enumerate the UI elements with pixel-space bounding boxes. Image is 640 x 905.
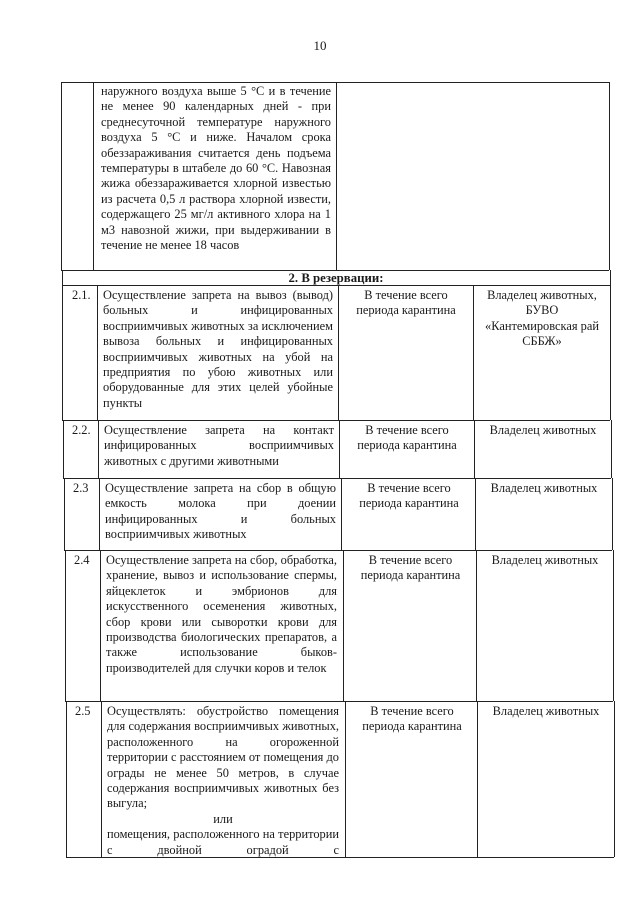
section-heading: 2. В резервации: — [288, 271, 384, 285]
table-right-border — [610, 270, 611, 285]
column-divider — [336, 82, 337, 270]
row-responsible: Владелец животных — [490, 481, 598, 495]
column-divider — [475, 478, 476, 550]
column-divider — [339, 420, 340, 478]
column-divider — [338, 285, 339, 420]
table-left-border — [66, 701, 67, 857]
row-measure-text: Осуществлять: обустройство помещения для содержания восприимчивых животных, расположенного на огороженной территории с расстоянием от помещения до ограды не менее 50 метров, в случае содержания восприимчивых животных без выгула; — [107, 704, 339, 811]
row-measure-continuation: помещения, расположенного на территории с двойной оградой с — [107, 827, 339, 857]
row-period: В течение всего периода карантина — [362, 704, 462, 734]
table-right-border — [614, 701, 615, 857]
continuation-measure-text: наружного воздуха выше 5 °С и в течение не менее 90 календарных дней - при среднесуточной температуре наружного воздуха 5 °С и ниже. Началом срока обеззараживания считается день подъема температуры в штабеле до 60 °С. Навозная жижа обеззараживается хлорной известью из расчета 0,5 л раствора хлорной извести, содержащего 25 мг/л активного хлора на 1 м3 навозной жижи, при выдерживании в течение не менее 18 часов — [101, 84, 331, 253]
table-right-border — [609, 82, 610, 270]
row-period: В течение всего периода карантина — [356, 288, 456, 318]
table-right-border — [613, 550, 614, 701]
column-divider — [473, 285, 474, 420]
table-right-border — [610, 285, 611, 420]
column-divider — [474, 420, 475, 478]
row-responsible: Владелец животных, БУВО «Кантемировская рай СББЖ» — [485, 288, 599, 349]
table-left-border — [61, 82, 62, 270]
table-left-border — [65, 550, 66, 701]
column-divider — [345, 701, 346, 857]
row-responsible: Владелец животных — [491, 553, 599, 567]
row-number: 2.3 — [73, 481, 89, 495]
row-responsible: Владелец животных — [492, 704, 600, 718]
row-measure-or: или — [213, 811, 233, 826]
column-divider — [97, 285, 98, 420]
table-right-border — [612, 478, 613, 550]
table-left-border — [64, 478, 65, 550]
row-measure: Осуществление запрета на сбор в общую емкость молока при доении инфицированных и больных восприимчивых животных — [105, 481, 336, 542]
column-divider — [101, 701, 102, 857]
table-left-border — [62, 285, 63, 420]
row-divider — [62, 420, 610, 421]
row-measure: Осуществление запрета на вывоз (вывод) больных и инфицированных восприимчивых животных за исключением вывоза больных и инфицированных восприимчивых животных на убой на предприятия по убою животных или оборудованные для этих целей убойные пункты — [103, 288, 333, 410]
column-divider — [476, 550, 477, 701]
row-period: В течение всего периода карантина — [357, 423, 457, 453]
column-divider — [477, 701, 478, 857]
table-left-border — [63, 420, 64, 478]
row-divider — [63, 478, 611, 479]
row-responsible: Владелец животных — [489, 423, 597, 437]
column-divider — [100, 550, 101, 701]
table-right-border — [611, 420, 612, 478]
column-divider — [99, 478, 100, 550]
row-number: 2.2. — [72, 423, 91, 437]
table-top-border — [61, 82, 609, 83]
row-period: В течение всего периода карантина — [359, 481, 459, 511]
row-number: 2.4 — [74, 553, 90, 567]
row-measure — [107, 704, 339, 858]
row-period: В течение всего периода карантина — [360, 553, 461, 583]
column-divider — [343, 550, 344, 701]
row-measure: Осуществление запрета на контакт инфицированных восприимчивых животных с другими животными — [104, 423, 334, 468]
row-measure: Осуществление запрета на сбор, обработка, хранение, вывоз и использование спермы, яйцеклеток и эмбрионов для искусственного осеменения животных, сбор крови или сыворотки крови для производства биологических препаратов, а также использование быков-производителей для случки коров и телок — [106, 553, 337, 675]
column-divider — [93, 82, 94, 270]
column-divider — [341, 478, 342, 550]
row-number: 2.1. — [72, 288, 91, 302]
page-number: 10 — [313, 38, 327, 53]
row-divider — [65, 701, 613, 702]
column-divider — [98, 420, 99, 478]
row-divider — [64, 550, 612, 551]
row-number: 2.5 — [75, 704, 91, 718]
row-divider — [62, 285, 610, 286]
